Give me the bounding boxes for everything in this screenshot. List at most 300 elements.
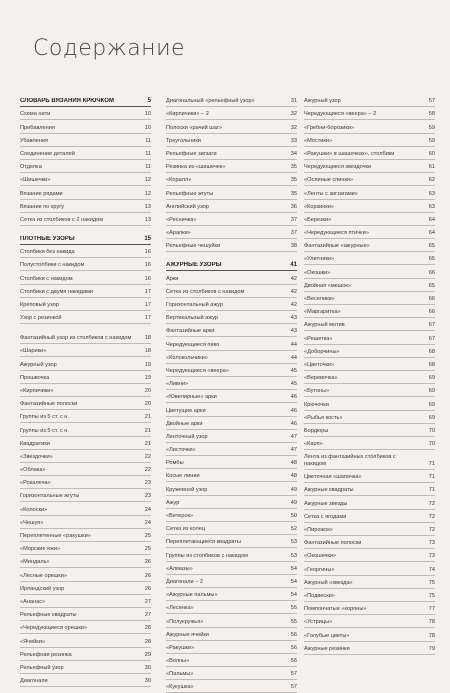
entry-title: «Бутоны» [304,388,330,395]
entry-title: Ирландский узор [20,585,65,592]
entry-title: «Ослиные спинки» [304,177,354,184]
entry-title: Группы из 5 ст. с н. [20,427,69,434]
entry-page-number: 22 [144,453,151,460]
entry-title: СЛОВАРЬ ВЯЗАНИЯ КРЮЧКОМ [20,98,114,105]
entry-title: «Карп» [304,441,323,448]
entry-page-number: 33 [290,137,297,144]
entry-page-number: 23 [144,480,151,487]
entry-title: Ленточный узор [166,433,208,440]
contents-entry [20,357,151,370]
entry-page-number: 55 [290,605,297,612]
entry-title: Переплетающиеся квадраты [166,539,242,546]
entry-page-number: 21 [144,414,151,421]
entry-page-number: 11 [145,137,151,144]
contents-entry [20,245,151,258]
entry-title: Ажурные ячейки [166,631,209,638]
entry-page-number: 62 [428,177,435,184]
entry-page-number: 26 [144,572,151,579]
entry-title: Треугольники [166,137,201,144]
entry-title: Ажурный «звезда» [304,579,353,586]
contents-entry [166,575,297,588]
entry-title: Фантазийные полоски [304,540,362,547]
contents-entry [166,601,297,614]
contents-entry [20,450,151,463]
contents-entry [304,642,435,655]
entry-page-number: 12 [144,177,151,184]
section-heading [20,94,151,107]
entry-page-number: 69 [428,388,435,395]
contents-entry [20,258,151,271]
contents-entry [304,318,435,331]
entry-title: «Ленты с зигзагами» [304,190,358,197]
entry-title: Кружевной узор [166,486,208,493]
entry-page-number: 26 [144,559,151,566]
entry-page-number: 68 [428,361,435,368]
entry-title: «Шишечки» [20,177,51,184]
entry-page-number: 54 [290,565,297,572]
contents-entry [304,576,435,589]
entry-title: Группы из 5 ст. с н. [20,414,69,421]
contents-entry [166,271,297,284]
contents-entry [20,555,151,568]
contents-entry [20,213,151,226]
contents-entry [304,371,435,384]
entry-page-number: 79 [428,645,435,652]
contents-entry [166,469,297,482]
contents-entry [304,397,435,410]
entry-page-number: 23 [144,493,151,500]
entry-page-number: 24 [144,519,151,526]
entry-title: Чередующиеся пико [166,341,220,348]
entry-title: «Ананас» [20,598,46,605]
entry-page-number: 70 [428,441,435,448]
entry-page-number: 20 [144,387,151,394]
contents-entry [20,200,151,213]
entry-title: «Листочки» [166,447,196,454]
section-heading [20,232,151,245]
entry-title: Цветочная «шапочка» [304,474,362,481]
contents-entry [166,364,297,377]
contents-entry [304,628,435,641]
entry-title: «Лесенка» [166,605,194,612]
entry-title: Сетка из колец [166,526,206,533]
contents-entry [20,595,151,608]
entry-title: «Лесные орешки» [20,572,67,579]
entry-title: Рельефные жгуты [166,190,214,197]
contents-entry [304,496,435,509]
entry-page-number: 19 [144,361,151,368]
entry-page-number: 61 [428,164,435,171]
entry-page-number: 18 [144,335,151,342]
entry-page-number: 43 [290,315,297,322]
entry-page-number: 16 [144,262,151,269]
entry-page-number: 30 [144,678,151,685]
entry-page-number: 34 [290,150,297,157]
entry-page-number: 21 [144,440,151,447]
contents-entry [166,654,297,667]
contents-entry [20,476,151,489]
entry-title: «Кирпичики» [20,387,54,394]
contents-entry [20,516,151,529]
contents-entry [20,324,151,344]
entry-page-number: 11 [145,150,151,157]
entry-page-number: 42 [290,302,297,308]
entry-title: Ажурные квадраты [304,487,354,494]
entry-page-number: 67 [428,322,435,329]
entry-page-number: 77 [428,606,435,613]
entry-page-number: 10 [144,124,151,131]
entry-page-number: 35 [290,164,297,171]
entry-title: Прошвочка [20,374,50,381]
entry-title: Ажур [166,499,180,506]
entry-page-number: 65 [428,243,435,250]
entry-title: «Ажурные пальмы» [166,592,218,599]
entry-page-number: 63 [428,203,435,210]
entry-title: Горизонтальные жгуты [20,493,80,500]
entry-title: ПЛОТНЫЕ УЗОРЫ [20,236,75,243]
entry-title: Вертикальный ажур [166,315,218,322]
entry-title: Ажурные резинки [304,645,350,652]
contents-entry [304,602,435,615]
entry-page-number: 54 [290,578,297,585]
entry-title: «Миндаль» [20,559,50,566]
entry-title: Вязание по кругу [20,203,65,210]
contents-entry [166,377,297,390]
contents-entry [166,285,297,298]
contents-entry [20,608,151,621]
entry-title: «Чешуя» [20,519,44,526]
entry-title: «Ячейки» [20,638,45,645]
entry-title: «Морские ежи» [20,546,61,553]
entry-title: Рельефные зигзаги [166,150,217,157]
entry-page-number: 47 [290,447,297,454]
entry-title: Схема нити [20,111,51,118]
contents-entry [304,94,435,107]
contents-entry [166,200,297,213]
entry-page-number: 37 [290,230,297,237]
contents-entry [304,160,435,173]
entry-page-number: 47 [290,433,297,440]
page-title: Содержание [33,36,186,61]
contents-entry [304,200,435,213]
entry-title: Ажурный узор [20,361,57,368]
entry-page-number: 72 [428,527,435,533]
entry-page-number: 78 [428,632,435,639]
entry-title: «Подвески» [304,592,335,599]
entry-page-number: 50 [290,513,297,519]
contents-entry [20,120,151,133]
entry-title: «Березки» [304,216,332,223]
contents-column-3 [304,94,435,655]
contents-entry [20,384,151,397]
entry-page-number: 26 [144,585,151,592]
contents-entry [304,173,435,186]
contents-entry [304,523,435,536]
entry-title: «Волны» [166,658,190,665]
entry-page-number: 72 [428,500,435,507]
contents-entry [304,411,435,424]
entry-title: Переплетенные «ракушки» [20,533,91,539]
entry-page-number: 28 [144,625,151,632]
contents-entry [20,423,151,436]
contents-entry [20,298,151,311]
contents-entry [20,634,151,647]
entry-page-number: 12 [144,190,151,197]
contents-entry [20,134,151,147]
entry-title: «Шарики» [20,348,47,355]
entry-title: Чередующиеся «веера» [166,367,229,374]
contents-entry [304,483,435,496]
contents-entry [20,674,151,687]
contents-entry [166,298,297,311]
entry-title: Убавления [20,137,49,144]
contents-entry [166,628,297,641]
contents-entry [166,443,297,456]
contents-entry [304,536,435,549]
contents-entry [166,614,297,627]
contents-entry [20,311,151,324]
section-heading [166,258,297,271]
contents-entry [166,160,297,173]
entry-page-number: 46 [290,407,297,414]
contents-entry [166,548,297,561]
entry-title: Арки [166,275,179,282]
entry-page-number: 28 [144,638,151,645]
contents-entry [304,549,435,562]
entry-page-number: 17 [144,302,151,308]
entry-title: «Окошечки» [304,553,337,560]
contents-entry [166,482,297,495]
contents-entry [166,667,297,680]
entry-page-number: 71 [428,461,435,468]
entry-page-number: 16 [144,249,151,256]
entry-page-number: 31 [290,98,297,105]
entry-page-number: 59 [428,124,435,131]
contents-entry [304,589,435,602]
entry-title: «Арапки» [166,230,191,237]
entry-title: Фантазийные полоски [20,401,78,408]
contents-entry [304,134,435,147]
entry-title: Прибавления [20,124,55,131]
entry-title: «Чередующиеся птички» [304,230,369,237]
entry-page-number: 46 [290,420,297,427]
contents-entry [304,252,435,265]
entry-page-number: 44 [290,341,297,348]
entry-title: «Ветерок» [166,513,194,519]
contents-column-1 [20,94,151,687]
contents-entry [20,621,151,634]
contents-entry [304,120,435,133]
entry-page-number: 66 [428,309,435,316]
contents-entry [304,265,435,278]
entry-title: «Мостики» [304,137,333,144]
entry-title: «Ракушки» в шашечках», столбики [304,150,395,157]
contents-entry [166,417,297,430]
entry-title: Диагонали [20,678,48,685]
entry-title: «Корзинки» [304,203,334,210]
entry-title: «Рокалеча» [20,480,51,487]
contents-entry [20,502,151,515]
contents-entry [166,403,297,416]
entry-title: «Ювелирные» арки [166,394,217,401]
contents-entry [304,345,435,358]
entry-title: Двойные арки [166,420,203,427]
contents-entry [304,107,435,120]
entry-title: «Окошки» [304,269,331,276]
entry-page-number: 41 [290,262,297,269]
entry-page-number: 55 [290,618,297,625]
contents-entry [20,107,151,120]
contents-entry [166,430,297,443]
contents-entry [20,147,151,160]
entry-title: Горизонтальный ажур [166,302,224,308]
entry-title: Рельефный узор [20,664,64,671]
entry-page-number: 67 [428,335,435,342]
entry-page-number: 73 [428,540,435,547]
entry-title: Фантазийный узор из столбиков с накидом [20,335,132,342]
entry-page-number: 49 [290,499,297,506]
entry-title: Английский узор [166,203,209,210]
entry-title: «Голубые цветы» [304,632,350,639]
entry-title: «Ресничка» [166,216,197,223]
contents-entry [304,562,435,575]
entry-title: «Колокольчики» [166,354,208,361]
entry-title: Полустолбики с накидом [20,262,85,269]
entry-title: «Гребни-борозики» [304,124,355,131]
contents-entry [166,213,297,226]
contents-entry [304,424,435,437]
contents-entry [166,107,297,120]
entry-title: Ромбы [166,460,184,467]
entry-title: «Веревочка» [304,375,338,382]
contents-entry [20,186,151,199]
contents-entry [166,535,297,548]
contents-entry [20,371,151,384]
entry-page-number: 70 [428,427,435,434]
contents-entry [166,226,297,239]
contents-entry [20,661,151,674]
contents-entry [166,496,297,509]
entry-page-number: 22 [144,467,151,474]
entry-page-number: 25 [144,533,151,539]
contents-entry [166,239,297,252]
entry-title: Столбики с двумя накидами [20,288,93,295]
entry-page-number: 49 [290,486,297,493]
contents-entry [20,410,151,423]
entry-page-number: 57 [428,98,435,105]
contents-entry [304,305,435,318]
entry-page-number: 36 [290,203,297,210]
entry-page-number: 64 [428,216,435,223]
entry-title: Ажурный мотив [304,322,345,329]
contents-entry [20,344,151,357]
entry-title: «Доборчины» [304,348,340,355]
entry-page-number: 69 [428,414,435,421]
entry-page-number: 63 [428,190,435,197]
entry-page-number: 21 [144,427,151,434]
entry-title: Соединение деталей [20,150,75,157]
entry-page-number: 30 [144,664,151,671]
entry-title: «Кукушка» [166,684,194,691]
entry-page-number: 18 [144,348,151,355]
entry-title: Бордюры [304,427,329,434]
contents-entry [20,271,151,284]
entry-page-number: 68 [428,348,435,355]
contents-entry [304,292,435,305]
entry-page-number: 35 [290,177,297,184]
entry-title: Сетка из столбиков с накидом [166,288,245,295]
entry-title: «Пальмы» [166,671,194,678]
contents-entry [166,324,297,337]
contents-entry [20,582,151,595]
entry-title: Сетка из столбиков с 2 накидом [20,216,104,223]
contents-entry [166,390,297,403]
entry-title: «Ливни» [166,381,189,388]
entry-page-number: 11 [145,164,151,171]
contents-entry [304,226,435,239]
contents-entry [166,522,297,535]
entry-title: Двойная «мешок» [304,282,351,289]
entry-title: Столбики без накида [20,249,75,256]
contents-entry [20,397,151,410]
entry-page-number: 56 [290,644,297,651]
entry-title: «Решетка» [304,335,333,342]
entry-title: «Георгины» [304,566,335,573]
entry-title: «Цветочки» [304,361,335,368]
entry-page-number: 5 [147,98,151,105]
contents-entry [166,134,297,147]
entry-page-number: 64 [428,230,435,237]
contents-entry [166,351,297,364]
entry-page-number: 48 [290,460,297,467]
entry-page-number: 53 [290,552,297,559]
entry-page-number: 16 [144,275,151,282]
contents-entry [304,384,435,397]
entry-page-number: 20 [144,401,151,408]
entry-page-number: 65 [428,256,435,263]
entry-page-number: 66 [428,269,435,276]
contents-entry [20,173,151,186]
entry-page-number: 32 [290,124,297,131]
contents-entry [20,160,151,173]
contents-entry [304,186,435,199]
contents-entry [166,588,297,601]
entry-page-number: 45 [290,381,297,388]
entry-page-number: 35 [290,190,297,197]
entry-page-number: 52 [290,526,297,533]
entry-title: Чередующиеся «веера» – 2 [304,111,377,118]
entry-page-number: 66 [428,296,435,302]
entry-title: Полоски «рачий шаг» [166,124,223,131]
entry-page-number: 29 [144,651,151,658]
entry-page-number: 56 [290,631,297,638]
entry-title: Рельефные чешуйки [166,243,221,250]
entry-page-number: 72 [428,513,435,520]
contents-entry [166,641,297,654]
entry-page-number: 69 [428,401,435,408]
entry-title: Чередующиеся звездочки [304,164,372,171]
contents-entry [166,680,297,693]
entry-page-number: 57 [290,684,297,691]
entry-title: «Алмазы» [166,565,193,572]
entry-page-number: 56 [290,658,297,665]
contents-entry [20,437,151,450]
contents-entry [304,279,435,292]
entry-title: Диагонали – 2 [166,578,203,585]
contents-entry [20,463,151,476]
entry-page-number: 78 [428,619,435,626]
entry-title: Цветущие арки [166,407,206,414]
